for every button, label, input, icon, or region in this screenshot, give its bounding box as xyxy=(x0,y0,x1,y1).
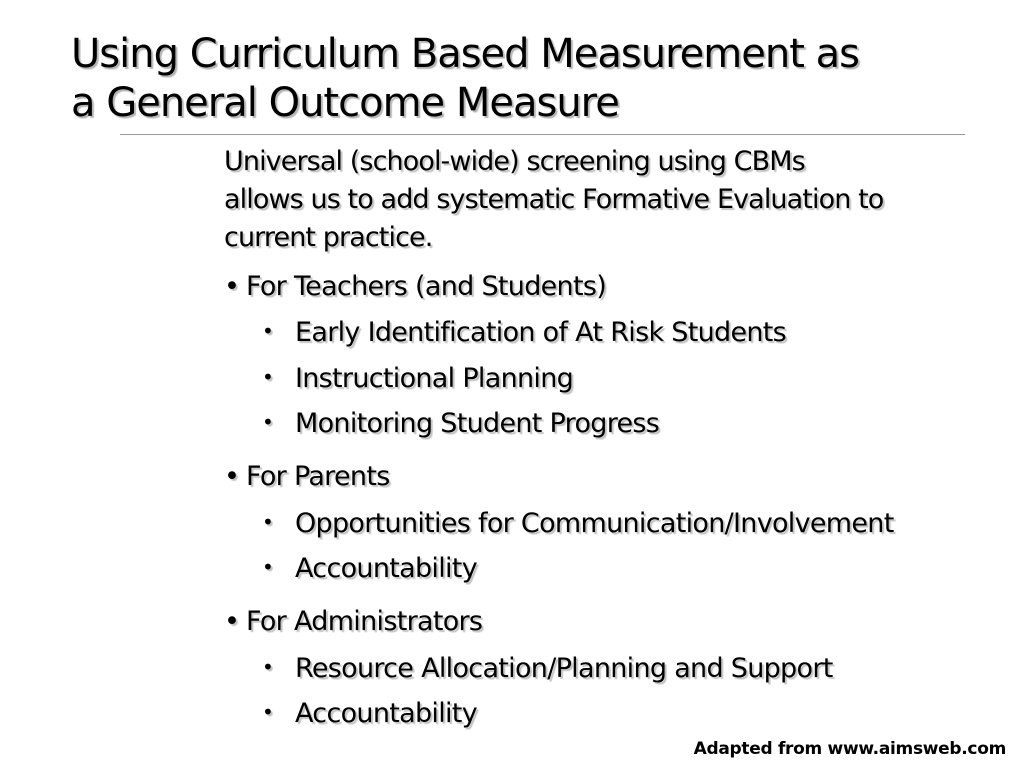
group-parents xyxy=(224,460,390,494)
slide-title-line-2: a General Outcome Measure xyxy=(71,80,619,126)
group-teachers xyxy=(224,270,606,304)
group-label: For Administrators xyxy=(246,606,483,637)
source-credit: Adapted from www.aimsweb.com xyxy=(693,739,1006,759)
list-item xyxy=(262,405,659,441)
list-item xyxy=(262,314,786,350)
list-item-text: Accountability xyxy=(295,553,477,584)
bullet-icon: • xyxy=(262,700,274,724)
list-item xyxy=(262,505,894,541)
list-item-text: Monitoring Student Progress xyxy=(295,408,660,439)
title-divider xyxy=(120,134,965,135)
list-item xyxy=(262,650,833,686)
list-item-text: Accountability xyxy=(295,698,477,729)
bullet-icon: • xyxy=(224,461,240,492)
bullet-icon: • xyxy=(262,510,274,534)
list-item-text: Resource Allocation/Planning and Support xyxy=(295,653,833,684)
intro-paragraph xyxy=(224,143,1019,257)
intro-line-2: allows us to add systematic Formative Evaluation to xyxy=(224,184,884,215)
bullet-icon: • xyxy=(262,365,274,389)
intro-line-3: current practice. xyxy=(224,222,433,253)
bullet-icon: • xyxy=(224,271,240,302)
bullet-icon: • xyxy=(262,319,274,343)
intro-line-1: Universal (school-wide) screening using CBMs xyxy=(224,146,805,177)
slide-title xyxy=(71,30,1011,128)
list-item xyxy=(262,550,477,586)
slide-title-line-1: Using Curriculum Based Measurement as xyxy=(71,31,859,77)
bullet-icon: • xyxy=(224,606,240,637)
list-item xyxy=(262,695,477,731)
list-item-text: Early Identification of At Risk Students xyxy=(295,317,787,348)
list-item-text: Opportunities for Communication/Involvement xyxy=(295,508,894,539)
bullet-icon: • xyxy=(262,410,274,434)
list-item-text: Instructional Planning xyxy=(295,363,574,394)
list-item xyxy=(262,360,573,396)
group-label: For Parents xyxy=(246,461,390,492)
group-label: For Teachers (and Students) xyxy=(246,271,607,302)
group-administrators xyxy=(224,605,482,639)
bullet-icon: • xyxy=(262,655,274,679)
bullet-icon: • xyxy=(262,555,274,579)
